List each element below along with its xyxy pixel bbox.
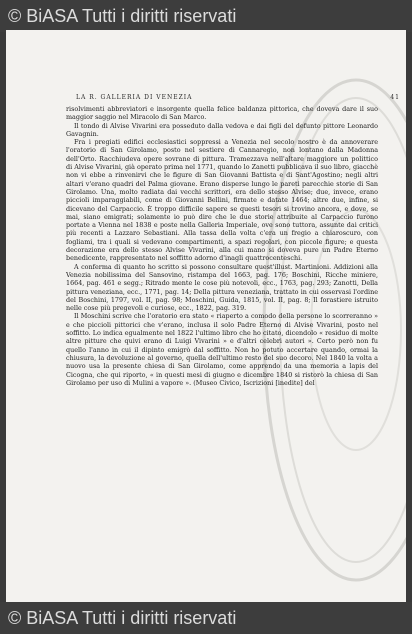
- watermark-text-top: © BiASA Tutti i diritti riservati: [8, 6, 237, 26]
- paragraph-2: Il tondo di Alvise Vivarini era posseduto dalla vedova e dai figli del defunto pittore Leonardo Gavagnin.: [66, 121, 378, 138]
- paragraph-4: A conferma di quanto ho scritto si possono consultare quest'illust. Martinioni. Addizioni alla Venezia nobilissima del Sansovino, ristampa del 1663, pag. 176; Boschini, Ricche miniere, 1664, pag. 461 e segg.; Ritrado mente le cose più notevoli, ecc., 1763, pag. 293; Zanotti, Della pittura veneziana, ecc., 1771, pag. 14; Della pittura veneziana, trattato in cui osservasi l'ordine del Boschini, 1797, vol. II, pag. 98; Moschini, Guida, 1815, vol. II, pag. 8; Il forastiere istruito nelle cose più pregevoli e curiose, ecc., 1822, pag. 319.: [66, 262, 378, 313]
- watermark-bar-bottom: [0, 602, 412, 634]
- paragraph-3: Fra i pregiati edifici ecclesiastici soppressi a Venezia nel secolo nostro è da annoverare l'oratorio di San Girolamo, posto nel sestiere di Cannaregio, non lontano dalla Madonna dell'Orto. Racchiudeva opere sovrane di pittura. Tramezzava nell'altare maggiore un polittico di Alvise Vivarini, già operato prima nel 1771, quando lo Zanetti pubblicava il suo libro, giacchè non vi ebbe a rinvenirvi che le figure di San Giovanni Battista e di Sant'Agostino; negli altri altari v'erano quadri del Palma giovane. Erano disperse lungo le pareti parecchie storie di San Girolamo. Una, molto radiata dai vecchi scrittori, era dello stesso Alvise; due, invece, erano piccioli imparaggiabili, come di Giovanni Bellini, firmate e datate 1464; altre due, infine, si dicevano del Carpaccio. È troppo difficile sapere se questi tesori si trovino ancora, e dove, se mai, siano emigrati; solamente io può dire che le due storie attribuite al Carpaccio furono portate a Vienna nel 1838 e poste nella Galleria Imperiale, ove sono tuttora, assunte dai critici più recenti a Lazzaro Sebastiani. Alla tassa della volta c'era un fregio a chiaroscuro, con fogliami, tra i quali si vedevano compartimenti, a spazi regolari, con piccole figure; e questa decorazione era dello stesso Alvise Vivarini, alla cui mano si doveva pure un Padre Eterno benedicente, rappresentato nel soffitto adorno d'inagli quattrocenteschi.: [66, 138, 378, 263]
- paragraph-5: Il Moschini scrive che l'oratorio era stato « riaperto a comodo della persone lo scorreranno » e che piccioli pittorici che v'erano, inclusa il solo Padre Eterno di Alvise Vivarini, posto nel soffitto. Lo indica egualmente nel 1822 l'ultimo libro che ho citato, dicendolo « residuo di molte altre pitture che quivi erano di Luigi Vivarini » e d'altri celebri autori ». Certo però non fu quello l'anno in cui il dipinto emigrò dal soffitto. Non ho potuto accertare quando, ormai la chiusura, la devoluzione al governo, quella dell'ultimo resto del suo decoro. Nel 1840 la volta a nuovo usa la presente chiesa di San Girolamo, come apprendo da una memoria a lapis del Cicogna, che qui riporto, « in questi mesi di giugno e dicembre 1840 si ristorò la chiesa di San Girolamo per uso di Mulini a vapore ». (Museo Civico, Iscrizioni [inedite] del: [66, 312, 378, 387]
- paragraph-1: risolvimenti abbreviatori e insorgente quella felice baldanza pittorica, che doveva dare il suo maggior saggio nel Miracolo di San Marco.: [66, 105, 378, 122]
- watermark-bar-top: [0, 0, 412, 32]
- running-title: LA R. GALLERIA DI VENEZIA: [76, 94, 193, 101]
- watermark-text-bottom: © BiASA Tutti i diritti riservati: [8, 608, 237, 628]
- page-number: 41: [390, 94, 400, 101]
- body-text: [66, 105, 378, 387]
- scanned-page: [6, 30, 406, 604]
